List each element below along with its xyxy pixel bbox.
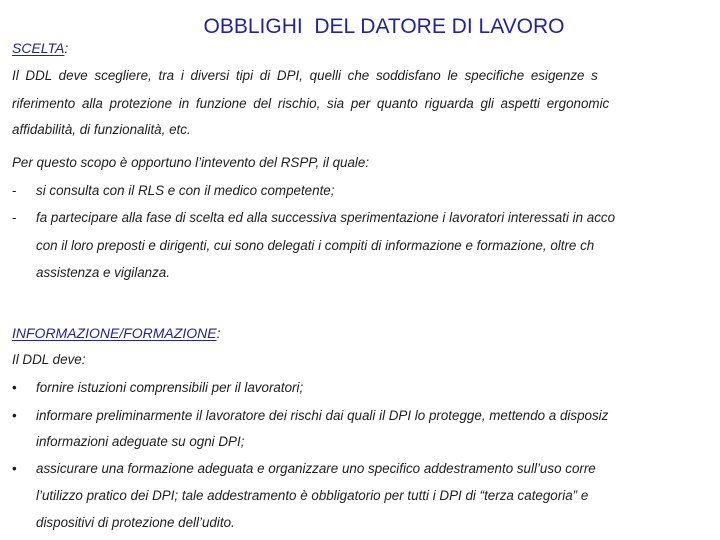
informazione-list-item: fornire istuzioni comprensibili per il lavoratori; [36, 380, 304, 395]
section-heading-scelta-colon: : [64, 40, 69, 56]
section-heading-scelta-text: SCELTA [12, 40, 65, 56]
informazione-list-item: informare preliminarmente il lavoratore dei rischi dai quali il DPI lo protegge, mettendo a disposiz [36, 408, 609, 423]
scelta-list-item-continuation: assistenza e vigilanza. [36, 265, 170, 280]
section-heading-informazione-text: INFORMAZIONE/FORMAZIONE [12, 325, 217, 341]
scelta-list-item: si consulta con il RLS e con il medico competente; [36, 183, 335, 198]
informazione-list-item-continuation: dispositivi di protezione dell’udito. [36, 515, 235, 530]
scelta-paragraph-line: Il DDL deve scegliere, tra i diversi tipi di DPI, quelli che soddisfano le specifiche esigenze s [12, 68, 598, 83]
informazione-list-item-continuation: l’utilizzo pratico dei DPI; tale addestramento è obbligatorio per tutti i DPI di “terza categoria” e [36, 488, 589, 503]
section-heading-scelta [12, 40, 68, 56]
bullet-marker: • [12, 461, 17, 476]
scelta-list-item: fa partecipare alla fase di scelta ed alla successiva sperimentazione i lavoratori interessati in acco [36, 210, 616, 225]
section-heading-informazione-colon: : [216, 325, 221, 341]
bullet-marker: • [12, 380, 17, 395]
scelta-paragraph-line: riferimento alla protezione in funzione del rischio, sia per quanto riguarda gli aspetti ergonomic [12, 96, 610, 111]
page-title: OBBLIGHI DEL DATORE DI LAVORO [203, 15, 565, 38]
informazione-list-item: assicurare una formazione adeguata e organizzare uno specifico addestramento sull’uso corre [36, 461, 596, 476]
informazione-intro: Il DDL deve: [12, 352, 86, 367]
scelta-paragraph-2: Per questo scopo è opportuno l’intevento del RSPP, il quale: [12, 155, 370, 170]
informazione-list-item-continuation: informazioni adeguate su ogni DPI; [36, 434, 245, 449]
dash-marker: - [12, 210, 17, 225]
section-heading-informazione [12, 325, 220, 341]
scelta-list-item-continuation: con il loro preposti e dirigenti, cui sono delegati i compiti di informazione e formazione, oltre ch [36, 238, 595, 253]
bullet-marker: • [12, 408, 17, 423]
dash-marker: - [12, 183, 17, 198]
scelta-paragraph-line: affidabilità, di funzionalità, etc. [12, 122, 191, 137]
